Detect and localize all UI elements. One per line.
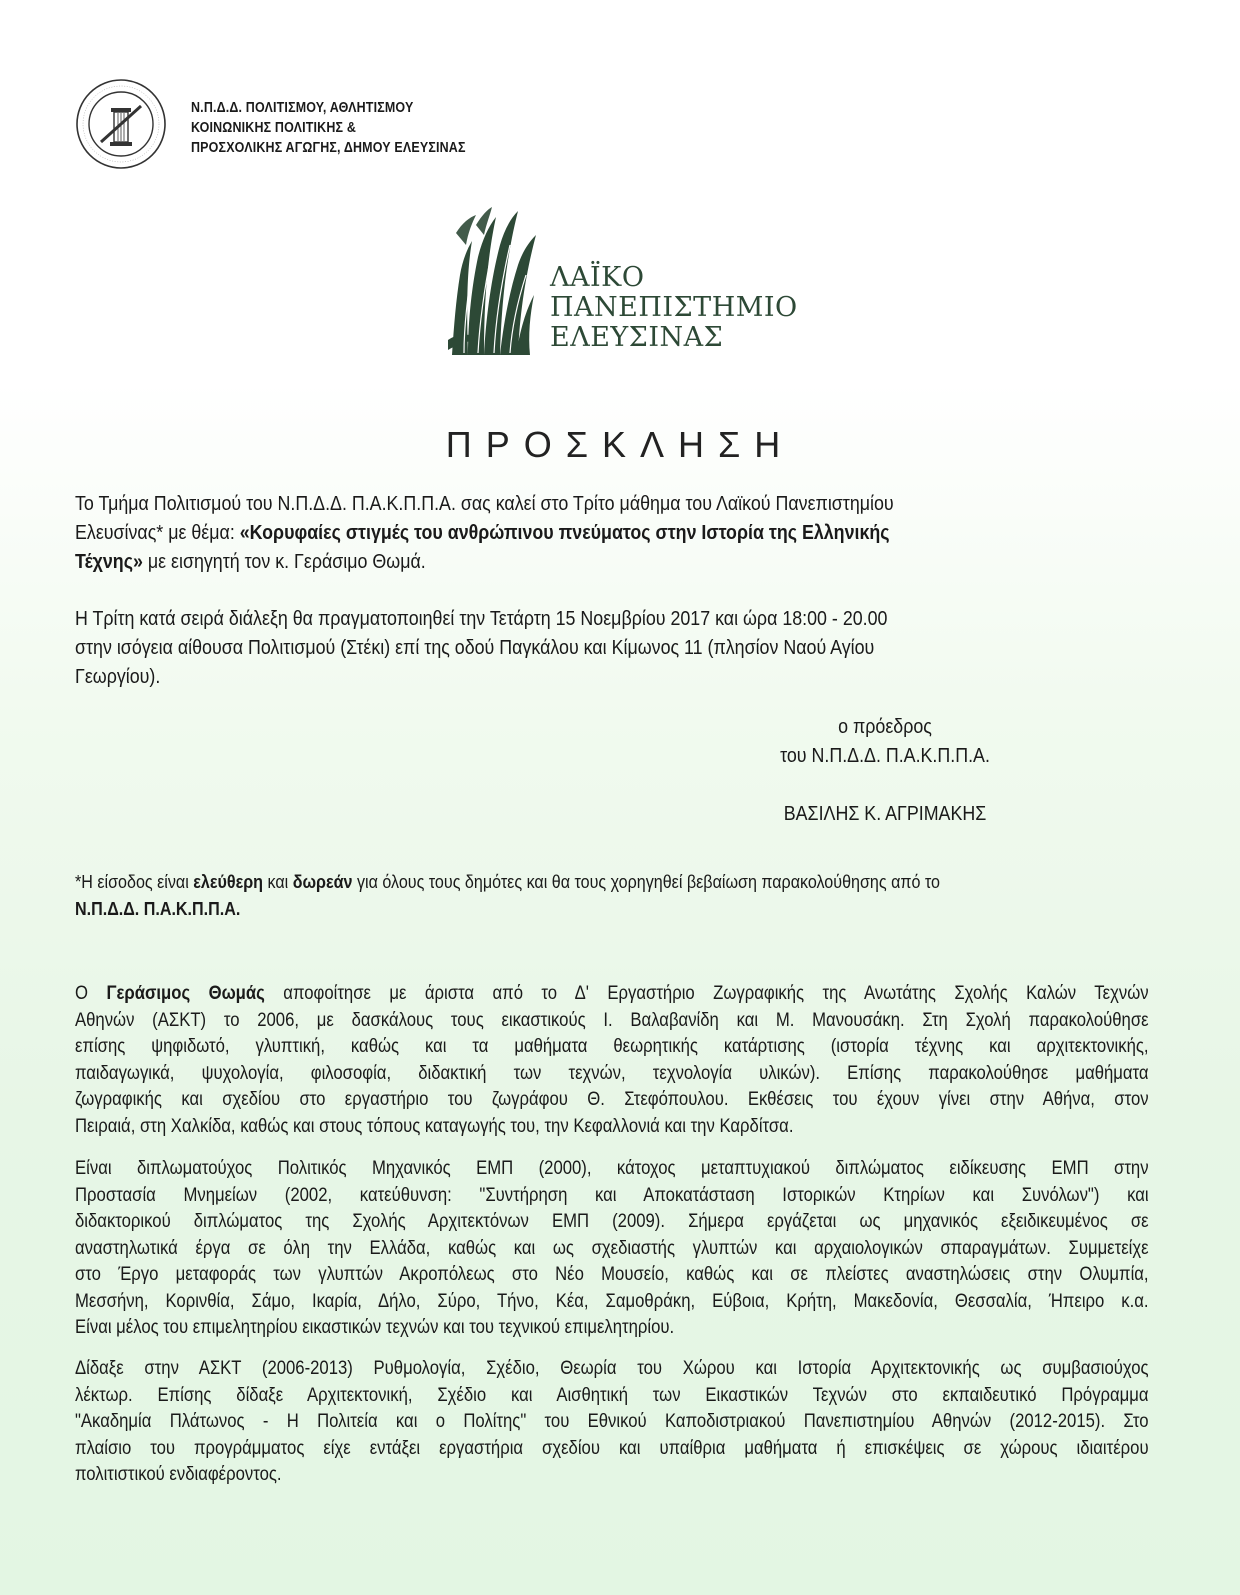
event-paragraph bbox=[75, 604, 1149, 691]
bio-line: Δίδαξε στην ΑΣΚΤ (2006-2013) Ρυθμολογία, Σχέδιο, Θεωρία του Χώρου και Ιστορία Αρχιτεκτονικής ως συμβασιούχος bbox=[75, 1358, 1149, 1379]
intro-text: Το Τμήμα Πολιτισμού του Ν.Π.Δ.Δ. Π.Α.Κ.Π.Π.Α. σας καλεί στο Τρίτο μάθημα του Λαϊκού Πανεπιστημίου bbox=[75, 492, 894, 515]
org-seal-logo bbox=[75, 78, 167, 170]
university-name-line: ΛΑΪΚΟ bbox=[550, 262, 645, 293]
bio-line bbox=[75, 981, 1149, 1008]
org-name bbox=[191, 98, 510, 158]
university-name-line: ΕΛΕΥΣΙΝΑΣ bbox=[550, 322, 724, 353]
org-header bbox=[75, 78, 575, 168]
signature-block bbox=[760, 712, 1010, 828]
note-text: για όλους τους δημότες και θα τους χορηγηθεί βεβαίωση παρακολούθησης από το bbox=[352, 871, 940, 892]
bio-line: Μεσσήνη, Κορινθία, Σάμο, Ικαρία, Δήλο, Σύρο, Τήνο, Κέα, Σαμοθράκη, Εύβοια, Κρήτη, Μακεδονία, Θεσσαλία, Ήπειρο κ.α. bbox=[75, 1290, 1149, 1312]
bio-line: Είναι διπλωματούχος Πολιτικός Μηχανικός ΕΜΠ (2000), κάτοχος μεταπτυχιακού διπλώματος ειδίκευσης ΕΜΠ στην bbox=[75, 1158, 1149, 1179]
bio-line: "Ακαδημία Πλάτωνος - Η Πολιτεία και ο Πολίτης" του Εθνικού Καποδιστριακού Πανεπιστημίου Αθηνών (2012-2015). Στο bbox=[75, 1411, 1149, 1432]
note-org: Ν.Π.Δ.Δ. Π.Α.Κ.Π.Π.Α. bbox=[75, 898, 241, 919]
bio-line: Προστασία Μνημείων (2002, κατεύθυνση: "Συντήρηση και Αποκατάσταση Ιστορικών Κτηρίων και Συνόλων") και bbox=[75, 1184, 1149, 1206]
lecture-topic: «Κορυφαίες στιγμές του ανθρώπινου πνεύματος στην Ιστορία της Ελληνικής bbox=[239, 521, 890, 544]
intro-text: με εισηγητή τον κ. Γεράσιμο Θωμά. bbox=[142, 550, 426, 573]
note-line bbox=[75, 868, 1015, 895]
note-emphasis: δωρεάν bbox=[292, 871, 353, 892]
intro-line bbox=[75, 489, 1009, 518]
bio-line: Αθηνών (ΑΣΚΤ) το 2006, με δασκάλους τους εικαστικούς Ι. Βαλαβανίδη και Μ. Μανουσάκη. Στη Σχολή παρακολούθησε bbox=[75, 1009, 1149, 1031]
signatory-role: ο πρόεδρος bbox=[838, 715, 932, 738]
document-title: ΠΡΟΣΚΛΗΣΗ bbox=[445, 424, 795, 465]
note-emphasis: ελεύθερη bbox=[193, 871, 264, 892]
bio-line: πολιτιστικού ενδιαφέροντος. bbox=[75, 1464, 282, 1485]
signatory-name: ΒΑΣΙΛΗΣ Κ. ΑΓΡΙΜΑΚΗΣ bbox=[783, 802, 987, 825]
intro-paragraph bbox=[75, 489, 1149, 576]
bio-line: επίσης ψηφιδωτό, γλυπτική, καθώς και τα μαθήματα θεωρητικής κατάρτισης (ιστορία τέχνης και αρχιτεκτονικής, bbox=[75, 1036, 1149, 1057]
bio-line: διδακτορικού διπλώματος της Σχολής Αρχιτεκτόνων ΕΜΠ (2009). Σήμερα εργάζεται ως μηχανικός εξειδικευμένος σε bbox=[75, 1211, 1149, 1232]
bio-paragraph-3 bbox=[75, 1356, 1149, 1489]
university-name bbox=[550, 263, 798, 353]
bio-line: αναστηλωτικά έργα σε όλη την Ελλάδα, καθώς και ως σχεδιαστής γλυπτών και αρχαιολογικών σπαραγμάτων. Συμμετείχε bbox=[75, 1237, 1149, 1259]
signatory-org: του Ν.Π.Δ.Δ. Π.Α.Κ.Π.Π.Α. bbox=[780, 744, 990, 767]
bio-line: λέκτωρ. Επίσης δίδαξε Αρχιτεκτονική, Σχέδιο και Αισθητική των Εικαστικών Τεχνών στο εκπαιδευτικό Πρόγραμμα bbox=[75, 1384, 1149, 1406]
org-name-line: ΚΟΙΝΩΝΙΚΗΣ ΠΟΛΙΤΙΚΗΣ & bbox=[191, 120, 357, 136]
bio-line: Είναι μέλος του επιμελητηρίου εικαστικών τεχνών και του τεχνικού επιμελητηρίου. bbox=[75, 1317, 675, 1338]
university-name-line: ΠΑΝΕΠΙΣΤΗΜΙΟ bbox=[550, 292, 798, 323]
bio-paragraph-1 bbox=[75, 981, 1149, 1140]
bio-line: στο Έργο μεταφοράς των γλυπτών Ακροπόλεως στο Νέο Μουσείο, καθώς και σε πλείστες αναστηλώσεις στην Ολυμπία, bbox=[75, 1264, 1149, 1285]
wheat-sheaf-icon bbox=[446, 205, 542, 357]
bio-line: ζωγραφικής και σχεδίου στο εργαστήριο του ζωγράφου Θ. Στεφόπουλου. Εκθέσεις του έχουν γίνει στην Αθήνα, στον bbox=[75, 1089, 1149, 1110]
intro-line bbox=[75, 547, 1009, 576]
note-line bbox=[75, 895, 1015, 922]
university-logo bbox=[446, 205, 798, 365]
org-name-line: Ν.Π.Δ.Δ. ΠΟΛΙΤΙΣΜΟΥ, ΑΘΛΗΤΙΣΜΟΥ bbox=[191, 100, 414, 116]
entry-note bbox=[75, 868, 1155, 922]
bio-paragraph-2 bbox=[75, 1156, 1149, 1342]
intro-line bbox=[75, 518, 1009, 547]
bio-line: πλαίσιο του προγράμματος είχε εντάξει εργαστήρια σχεδίου και υπαίθρια μαθήματα ή επισκέψεις σε χώρους ιδιαιτέρου bbox=[75, 1437, 1149, 1459]
bio-line: παιδαγωγικά, ψυχολογία, φιλοσοφία, διδακτική των τεχνών, τεχνολογία υλικών). Επίσης παρακολούθησε μαθήματα bbox=[75, 1062, 1149, 1084]
note-text: και bbox=[263, 871, 293, 892]
speaker-name: Γεράσιμος Θωμάς bbox=[106, 983, 265, 1004]
bio-line: Πειραιά, στη Χαλκίδα, καθώς και στους τόπους καταγωγής του, την Κεφαλλονιά και την Καρδίτσα. bbox=[75, 1115, 794, 1137]
intro-text: Ελευσίνας* με θέμα: bbox=[75, 521, 240, 544]
org-name-line: ΠΡΟΣΧΟΛΙΚΗΣ ΑΓΩΓΗΣ, ΔΗΜΟΥ ΕΛΕΥΣΙΝΑΣ bbox=[191, 140, 466, 156]
note-text: *Η είσοδος είναι bbox=[75, 871, 194, 892]
event-line: στην ισόγεια αίθουσα Πολιτισμού (Στέκι) επί της οδού Παγκάλου και Κίμωνος 11 (πλησίον Ναού Αγίου bbox=[75, 636, 875, 659]
bio-text: αποφοίτησε με άριστα από το Δ' Εργαστήριο Ζωγραφικής της Ανωτάτης Σχολής Καλών Τεχνών bbox=[264, 983, 1149, 1004]
event-line: Η Τρίτη κατά σειρά διάλεξη θα πραγματοποιηθεί την Τετάρτη 15 Νοεμβρίου 2017 και ώρα 18:00 - 20.00 bbox=[75, 607, 888, 630]
event-line: Γεωργίου). bbox=[75, 665, 161, 688]
lecture-topic: Τέχνης» bbox=[75, 550, 143, 573]
bio-text: Ο bbox=[75, 983, 107, 1004]
